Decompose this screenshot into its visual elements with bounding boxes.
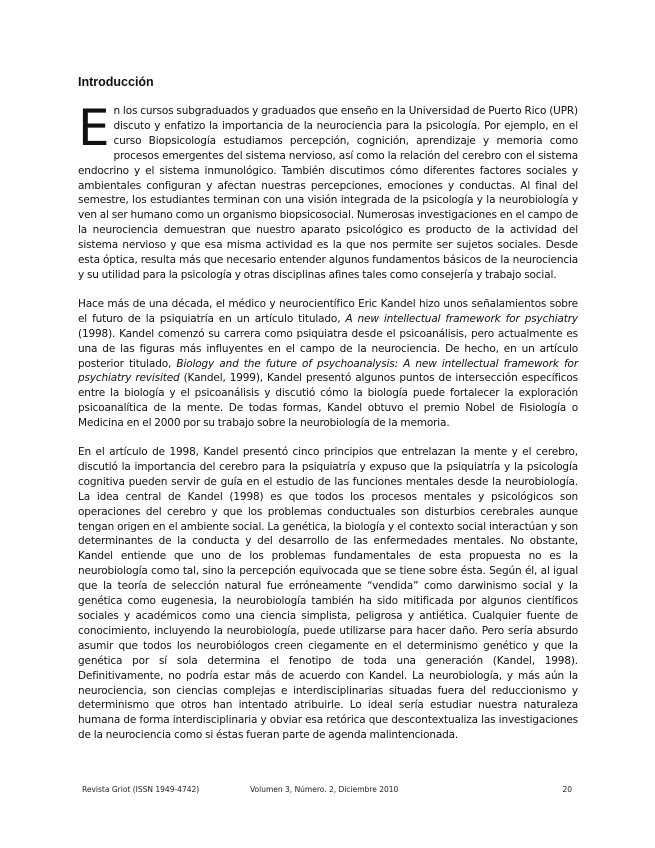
- paragraph-2-text-b: (1998). Kandel comenzó su carrera como psiquiatra desde el psicoanálisis, pero actualmente es una de las figuras más influyentes en el campo de la neurociencia. De hecho, en un artículo posterior titulado,: [78, 327, 578, 370]
- drop-cap: E: [78, 99, 110, 157]
- footer-volume: Volumen 3, Número. 2, Diciembre 2010: [250, 785, 399, 794]
- article-page: [78, 72, 578, 757]
- paragraph-2: [78, 297, 578, 431]
- cited-title-1: A new intellectual framework for psychiatry: [345, 312, 578, 325]
- paragraph-3: [78, 445, 578, 743]
- section-heading: Introducción: [78, 75, 154, 89]
- paragraph-3-text: En el artículo de 1998, Kandel presentó cinco principios que entrelazan la mente y el cerebro, discutió la importancia del cerebro para la psiquiatría y expuso que la psiquiatría y la psicología cognitiva pueden servir de guía en el estudio de las funciones mentales desde la neurobiología. La idea central de Kandel (1998) es que todos los procesos mentales y psicológicos son operaciones del cerebro y que los problemas conductuales son disturbios cerebrales aunque tengan origen en el ambiente social. La genética, la biología y el contexto social interactúan y son determinantes de la conducta y del desarrollo de las enfermedades mentales. No obstante, Kandel entiende que uno de los problemas fundamentales de esta propuesta no es la neurobiología como tal, sino la percepción equivocada que se tiene sobre ésta. Según él, al igual que la teoría de selección natural fue erróneamente “vendida” como darwinismo social y la genética como eugenesia, la neurobiología también ha sido mitificada por algunos científicos sociales y académicos como una ciencia simplista, peligrosa y antiética. Cualquier fuente de conocimiento, incluyendo la neurobiología, puede utilizarse para hacer daño. Pero sería absurdo asumir que todos los neurobiólogos creen ciegamente en el determinismo genético y que la genética por sí sola determina el fenotipo de toda una generación (Kandel, 1998). Definitivamente, no podría estar más de acuerdo con Kandel. La neurobiología, y más aún la neurociencia, son ciencias complejas e interdisciplinarias situadas fuera del reduccionismo y determinismo que otros han intentado atribuirle. Lo ideal sería estudiar nuestra naturaleza humana de forma interdisciplinaria y obviar esa retórica que descontextualiza las investigaciones de la neurociencia como si éstas fueran parte de agenda malintencionada.: [78, 446, 578, 742]
- footer-page-number: 20: [562, 785, 572, 794]
- cited-title-2: Biology and the future of psychoanalysis: A new intellectual framework for psychiatry revisited: [78, 357, 578, 385]
- paragraph-2-text-c: (Kandel, 1999), Kandel presentó algunos puntos de intersección específicos entre la biología y el psicoanálisis y discutió cómo la biología puede fortalecer la exploración psicoanalítica de la mente. De todas formas, Kandel obtuvo el premio Nobel de Fisiología o Medicina en el 2000 por su trabajo sobre la neurobiología de la memoria.: [78, 372, 578, 430]
- paragraph-2-text-a: Hace más de una década, el médico y neurocientífico Eric Kandel hizo unos señalamientos sobre el futuro de la psiquiatría en un artículo titulado,: [78, 297, 578, 325]
- paragraph-1-text: n los cursos subgraduados y graduados que enseño en la Universidad de Puerto Rico (UPR) discuto y enfatizo la importancia de la neurociencia para la psicología. Por ejemplo, en el curso Biopsicología estudiamos percepción, cognición, aprendizaje y memoria como procesos emergentes del sistema nervioso, así como la relación del cerebro con el sistema endocrino y el sistema inmunológico. También discutimos cómo diferentes factores sociales y ambientales configuran y afectan nuestras percepciones, emociones y conductas. Al final del semestre, los estudiantes terminan con una visión integrada de la psicología y la neurobiología y ven al ser humano como un organismo biopsicosocial. Numerosas investigaciones en el campo de la neurociencia demuestran que nuestro aparato psicológico es producto de la actividad del sistema nervioso y que esa misma actividad es la que nos permite ser sujetos sociales. Desde esta óptica, resulta más que necesario entender algunos fundamentos básicos de la neurociencia y su utilidad para la psicología y otras disciplinas afines tales como consejería y trabajo social.: [78, 105, 578, 281]
- footer-journal: Revista Griot (ISSN 1949-4742): [82, 785, 200, 794]
- paragraph-1: [78, 99, 578, 283]
